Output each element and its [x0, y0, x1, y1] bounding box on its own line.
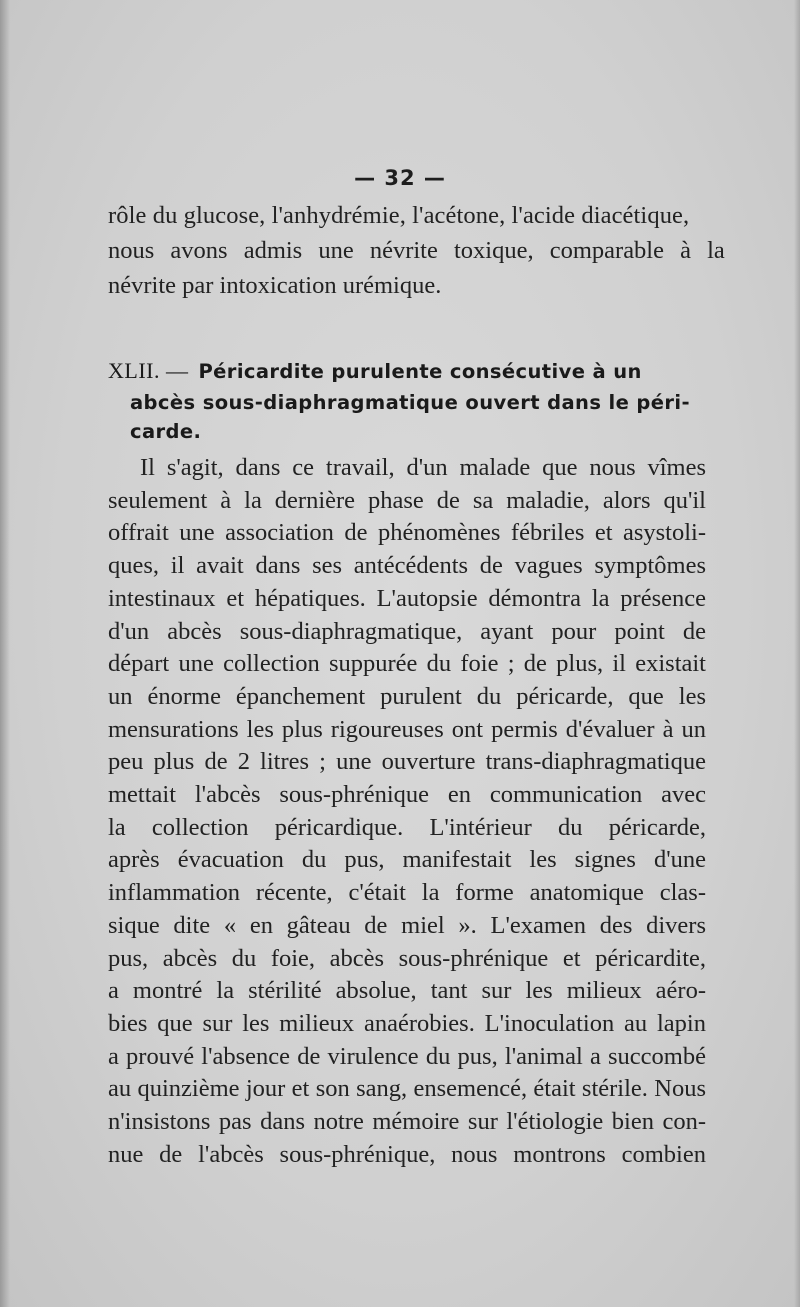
- body-line: au quinzième jour et son sang, ensemencé, était stérile. Nous: [108, 1075, 706, 1103]
- body-line: pus, abcès du foie, abcès sous-phrénique et péricardite,: [108, 944, 706, 972]
- body-line: sique dite « en gâteau de miel ». L'examen des divers: [108, 911, 706, 939]
- body-line: bies que sur les milieux anaérobies. L'inoculation au lapin: [108, 1009, 706, 1037]
- intro-paragraph: [108, 198, 725, 303]
- body-line: seulement à la dernière phase de sa maladie, alors qu'il: [108, 486, 706, 514]
- body-line: la collection péricardique. L'intérieur du péricarde,: [108, 813, 706, 841]
- body-line: d'un abcès sous-diaphragmatique, ayant pour point de: [108, 617, 706, 645]
- body-line: mensurations les plus rigoureuses ont permis d'évaluer à un: [108, 715, 706, 743]
- body-line: départ une collection suppurée du foie ; de plus, il existait: [108, 650, 706, 678]
- section-number: XLII. —: [108, 358, 189, 383]
- page-left-edge-shadow: [0, 0, 10, 1307]
- body-line: intestinaux et hépatiques. L'autopsie démontra la présence: [108, 584, 706, 612]
- body-line: ques, il avait dans ses antécédents de vagues symptômes: [108, 552, 706, 580]
- body-line: nue de l'abcès sous-phrénique, nous montrons combien: [108, 1140, 706, 1168]
- body-line: après évacuation du pus, manifestait les signes d'une: [108, 846, 706, 874]
- body-line: peu plus de 2 litres ; une ouverture trans-diaphragmatique: [108, 748, 706, 776]
- body-line: a prouvé l'absence de virulence du pus, l'animal a succombé: [108, 1042, 706, 1070]
- body-line: n'insistons pas dans notre mémoire sur l'étiologie bien con-: [108, 1108, 706, 1136]
- section-title-line: carde.: [130, 420, 202, 443]
- section-title-line: Péricardite purulente consécutive à un: [198, 360, 642, 383]
- page-number: — 32 —: [354, 166, 446, 190]
- section-heading-line-1: [108, 356, 708, 388]
- body-line: a montré la stérilité absolue, tant sur les milieux aéro-: [108, 977, 706, 1005]
- body-line: mettait l'abcès sous-phrénique en communication avec: [108, 781, 706, 809]
- body-line: un énorme épanchement purulent du péricarde, que les: [108, 682, 706, 710]
- section-title-line: abcès sous-diaphragmatique ouvert dans le péri-: [130, 391, 691, 414]
- body-line: inflammation récente, c'était la forme anatomique clas-: [108, 879, 706, 907]
- intro-line: rôle du glucose, l'anhydrémie, l'acétone, l'acide diacétique,: [108, 202, 690, 229]
- body-paragraph: [108, 452, 706, 1171]
- section-heading: [108, 356, 708, 446]
- intro-line: névrite par intoxication urémique.: [108, 272, 442, 299]
- body-line: offrait une association de phénomènes fébriles et asystoli-: [108, 519, 706, 547]
- body-line: Il s'agit, dans ce travail, d'un malade que nous vîmes: [140, 454, 706, 481]
- page-right-edge-shadow: [794, 0, 800, 1307]
- intro-line: nous avons admis une névrite toxique, comparable à la: [108, 237, 725, 264]
